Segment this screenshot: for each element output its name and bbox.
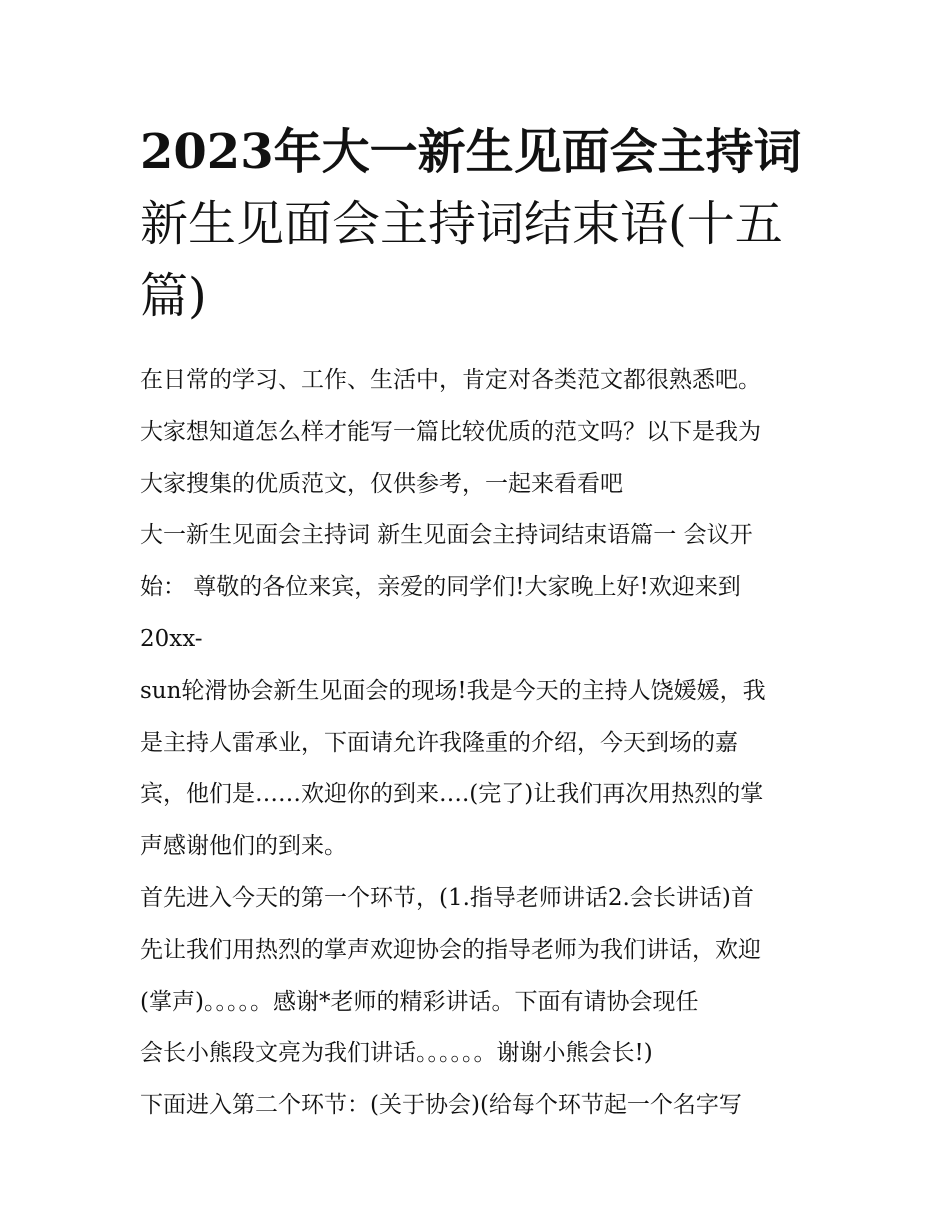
body-line: (掌声)。。。。。感谢*老师的精彩讲话。下面有请协会现任 [140,988,699,1015]
body-line: 会长小熊段文亮为我们讲话。。。。。。谢谢小熊会长!) [140,1040,653,1067]
document-body [140,355,830,1132]
body-line: 大家想知道怎么样才能写一篇比较优质的范文吗？以下是我为 [140,418,761,445]
body-line: 是主持人雷承业，下面请允许我隆重的介绍，今天到场的嘉 [140,729,738,756]
body-line: 宾，他们是……欢迎你的到来….(完了)让我们再次用热烈的掌 [140,781,764,808]
body-line: 下面进入第二个环节：(关于协会)(给每个环节起一个名字写 [140,1092,742,1119]
body-line: 声感谢他们的到来。 [140,833,347,860]
body-line: 20xx- [140,625,203,652]
title-line-1: 2023年大一新生见面会主持词 [140,124,802,180]
document-title [140,116,830,332]
body-line: 大家搜集的优质范文，仅供参考，一起来看看吧 [140,470,623,497]
title-line-2: 新生见面会主持词结束语(十五 [140,196,783,252]
body-line: 大一新生见面会主持词 新生见面会主持词结束语篇一 会议开 [140,522,753,549]
body-line: 始： 尊敬的各位来宾，亲爱的同学们!大家晚上好!欢迎来到 [140,574,741,601]
title-line-3: 篇) [140,268,207,324]
body-line: 首先进入今天的第一个环节，(1.指导老师讲话2.会长讲话)首 [140,884,754,911]
body-line: 在日常的学习、工作、生活中，肯定对各类范文都很熟悉吧。 [140,367,761,393]
body-line: sun轮滑协会新生见面会的现场!我是今天的主持人饶媛媛，我 [140,677,766,704]
body-line: 先让我们用热烈的掌声欢迎协会的指导老师为我们讲话，欢迎 [140,936,761,963]
